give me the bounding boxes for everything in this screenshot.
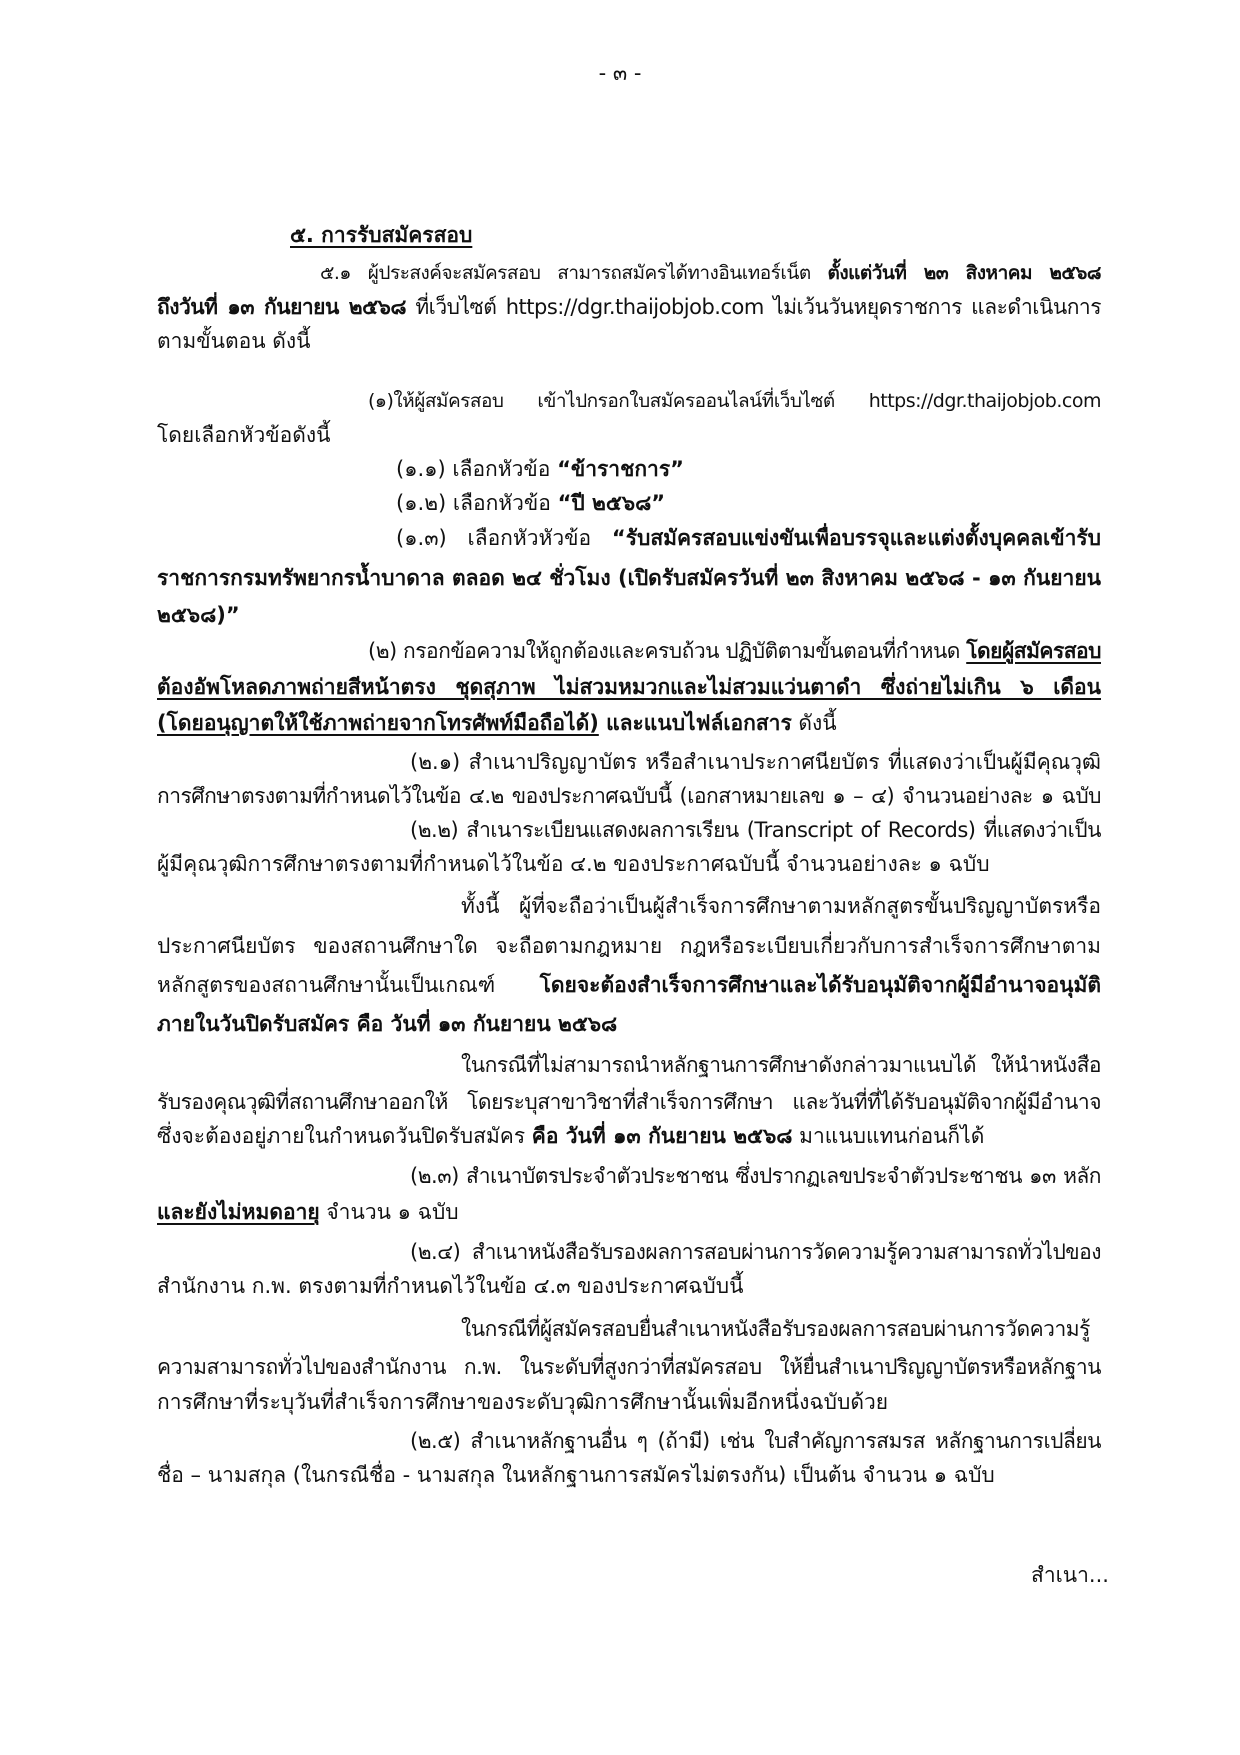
item-2-2-line-3: ทั้งนี้ ผู้ที่จะถือว่าเป็นผู้สำเร็จการศึกษาตามหลักสูตรขั้นปริญญาบัตรหรือ [461, 894, 1101, 918]
text-run: หลักสูตรของสถานศึกษานั้นเป็นเกณฑ์ [157, 973, 540, 997]
page-number: - ๓ - [598, 61, 642, 85]
text-run: จำนวน ๑ ฉบับ [319, 1200, 459, 1224]
item-2-5-line-2: ชื่อ – นามสกุล (ในกรณีชื่อ - นามสกุล ในหลักฐานการสมัครไม่ตรงกัน) เป็นต้น จำนวน ๑ ฉบับ [157, 1463, 995, 1487]
item-2-2-line-2: ผู้มีคุณวุฒิการศึกษาตรงตามที่กำหนดไว้ในข้อ ๔.๒ ของประกาศฉบับนี้ จำนวนอย่างละ ๑ ฉบับ [157, 852, 990, 876]
text-run-bold-underline: (โดยอนุญาตให้ใช้ภาพถ่ายจากโทรศัพท์มือถือได้) [157, 711, 599, 735]
item-2-4-line-4: ความสามารถทั่วไปของสำนักงาน ก.พ. ในระดับที่สูงกว่าที่สมัครสอบ ให้ยื่นสำเนาปริญญาบัตรหรือหลักฐาน [157, 1355, 1101, 1379]
item-1-2 [396, 486, 665, 520]
text-run: มาแนบแทนก่อนก็ได้ [792, 1124, 985, 1148]
text-run-bold: คือ วันที่ ๑๓ กันยายน ๒๕๖๘ [531, 1124, 793, 1148]
section-title: ๕. การรับสมัครสอบ [290, 223, 473, 247]
item-2-4-line-2: สำนักงาน ก.พ. ตรงตามที่กำหนดไว้ในข้อ ๔.๓ ของประกาศฉบับนี้ [157, 1274, 744, 1298]
item-2-1-line-1: (๒.๑) สำเนาปริญญาบัตร หรือสำเนาประกาศนียบัตร ที่แสดงว่าเป็นผู้มีคุณวุฒิ [410, 750, 1101, 774]
text-run: (๑.๒) เลือกหัวข้อ [396, 491, 558, 515]
application-end-date: ถึงวันที่ ๑๓ กันยายน ๒๕๖๘ [157, 295, 407, 319]
item-2-2-line-9 [157, 1119, 984, 1153]
application-start-date: ตั้งแต่วันที่ ๒๓ สิงหาคม ๒๕๖๘ [827, 262, 1102, 284]
item-2-2-line-1: (๒.๒) สำเนาระเบียนแสดงผลการเรียน (Transcript of Records) ที่แสดงว่าเป็น [410, 818, 1101, 842]
item-1-line-1: (๑)ให้ผู้สมัครสอบ เข้าไปกรอกใบสมัครออนไลน์ที่เว็บไซต์ https://dgr.thaijobjob.com [368, 390, 1101, 412]
text-run-bold-underline: โดยผู้สมัครสอบ [966, 639, 1101, 663]
text-run: ซึ่งจะต้องอยู่ภายในกำหนดวันปิดรับสมัคร [157, 1124, 532, 1148]
item-2-2-line-8: รับรองคุณวุฒิที่สถานศึกษาออกให้ โดยระบุสาขาวิชาที่สำเร็จการศึกษา และวันที่ที่ได้รับอนุมัติจากผู้มีอำนาจ [157, 1090, 1101, 1114]
text-run: (๑.๓) เลือกหัวหัวข้อ [396, 526, 612, 550]
item-2-2-line-5 [157, 968, 1101, 1002]
item-1-3-line-1 [396, 521, 1101, 555]
item-1-line-2: โดยเลือกหัวข้อดังนี้ [157, 423, 331, 447]
item-2-4-line-5: การศึกษาที่ระบุวันที่สำเร็จการศึกษาของระดับวุฒิการศึกษานั้นเพิ่มอีกหนึ่งฉบับด้วย [157, 1390, 889, 1414]
text-run-bold: “ข้าราชการ” [557, 457, 684, 481]
paragraph-5-1-line-3: ตามขั้นตอน ดังนี้ [157, 329, 311, 353]
text-run: (๑.๑) เลือกหัวข้อ [396, 457, 558, 481]
item-2-2-line-7: ในกรณีที่ไม่สามารถนำหลักฐานการศึกษาดังกล่าวมาแนบได้ ให้นำหนังสือ [461, 1053, 1101, 1077]
paragraph-5-1-line-1 [320, 256, 1101, 290]
text-run-bold: “รับสมัครสอบแข่งขันเพื่อบรรจุและแต่งตั้งบุคคลเข้ารับ [611, 526, 1101, 550]
item-2-line-3 [157, 706, 837, 740]
item-2-2-line-4: ประกาศนียบัตร ของสถานศึกษาใด จะถือตามกฎหมาย กฎหรือระเบียบเกี่ยวกับการสำเร็จการศึกษาตาม [157, 934, 1101, 958]
item-1-3-line-2: ราชการกรมทรัพยากรน้ำบาดาล ตลอด ๒๔ ชั่วโมง (เปิดรับสมัครวันที่ ๒๓ สิงหาคม ๒๕๖๘ - ๑๓ กันยายน [157, 566, 1101, 590]
item-2-5-line-1: (๒.๕) สำเนาหลักฐานอื่น ๆ (ถ้ามี) เช่น ใบสำคัญการสมรส หลักฐานการเปลี่ยน [410, 1429, 1101, 1453]
paragraph-5-1-line-2 [157, 290, 1101, 324]
text-run: ที่เว็บไซต์ https://dgr.thaijobjob.com ไม่เว้นวันหยุดราชการ และดำเนินการ [406, 295, 1101, 319]
item-2-4-line-1: (๒.๔) สำเนาหนังสือรับรองผลการสอบผ่านการวัดความรู้ความสามารถทั่วไปของ [410, 1240, 1101, 1264]
item-2-3-line-1: (๒.๓) สำเนาบัตรประจำตัวประชาชน ซึ่งปรากฏเลขประจำตัวประชาชน ๑๓ หลัก [410, 1164, 1101, 1188]
text-run-bold: และแนบไฟล์เอกสาร [598, 711, 792, 735]
item-1-3-line-3: ๒๕๖๘)” [157, 603, 240, 627]
item-2-line-2: ต้องอัพโหลดภาพถ่ายสีหน้าตรง ชุดสุภาพ ไม่สวมหมวกและไม่สวมแว่นตาดำ ซึ่งถ่ายไม่เกิน ๖ เดือน [157, 675, 1101, 699]
item-2-4-line-3: ในกรณีที่ผู้สมัครสอบยื่นสำเนาหนังสือรับรองผลการสอบผ่านการวัดความรู้ [461, 1317, 1090, 1341]
text-run-bold: โดยจะต้องสำเร็จการศึกษาและได้รับอนุมัติจากผู้มีอำนาจอนุมัติ [539, 973, 1101, 997]
text-run-bold-underline: และยังไม่หมดอายุ [157, 1200, 320, 1224]
item-2-2-line-6: ภายในวันปิดรับสมัคร คือ วันที่ ๑๓ กันยายน ๒๕๖๘ [157, 1012, 618, 1036]
text-run: ดังนี้ [791, 711, 837, 735]
item-2-3-line-2 [157, 1195, 459, 1229]
item-2-1-line-2: การศึกษาตรงตามที่กำหนดไว้ในข้อ ๔.๒ ของประกาศฉบับนี้ (เอกสาหมายเลข ๑ – ๔) จำนวนอย่างละ ๑ ฉบับ [157, 784, 1101, 808]
text-run: (๒) กรอกข้อความให้ถูกต้องและครบถ้วน ปฏิบัติตามขั้นตอนที่กำหนด [368, 639, 967, 663]
text-run-bold: “ปี ๒๕๖๘” [557, 491, 666, 515]
item-1-1 [396, 452, 684, 486]
item-2-line-1 [368, 634, 1101, 668]
continuation-marker: สำเนา... [1031, 1563, 1109, 1587]
text-run: ๕.๑ ผู้ประสงค์จะสมัครสอบ สามารถสมัครได้ทางอินเทอร์เน็ต [320, 262, 828, 284]
